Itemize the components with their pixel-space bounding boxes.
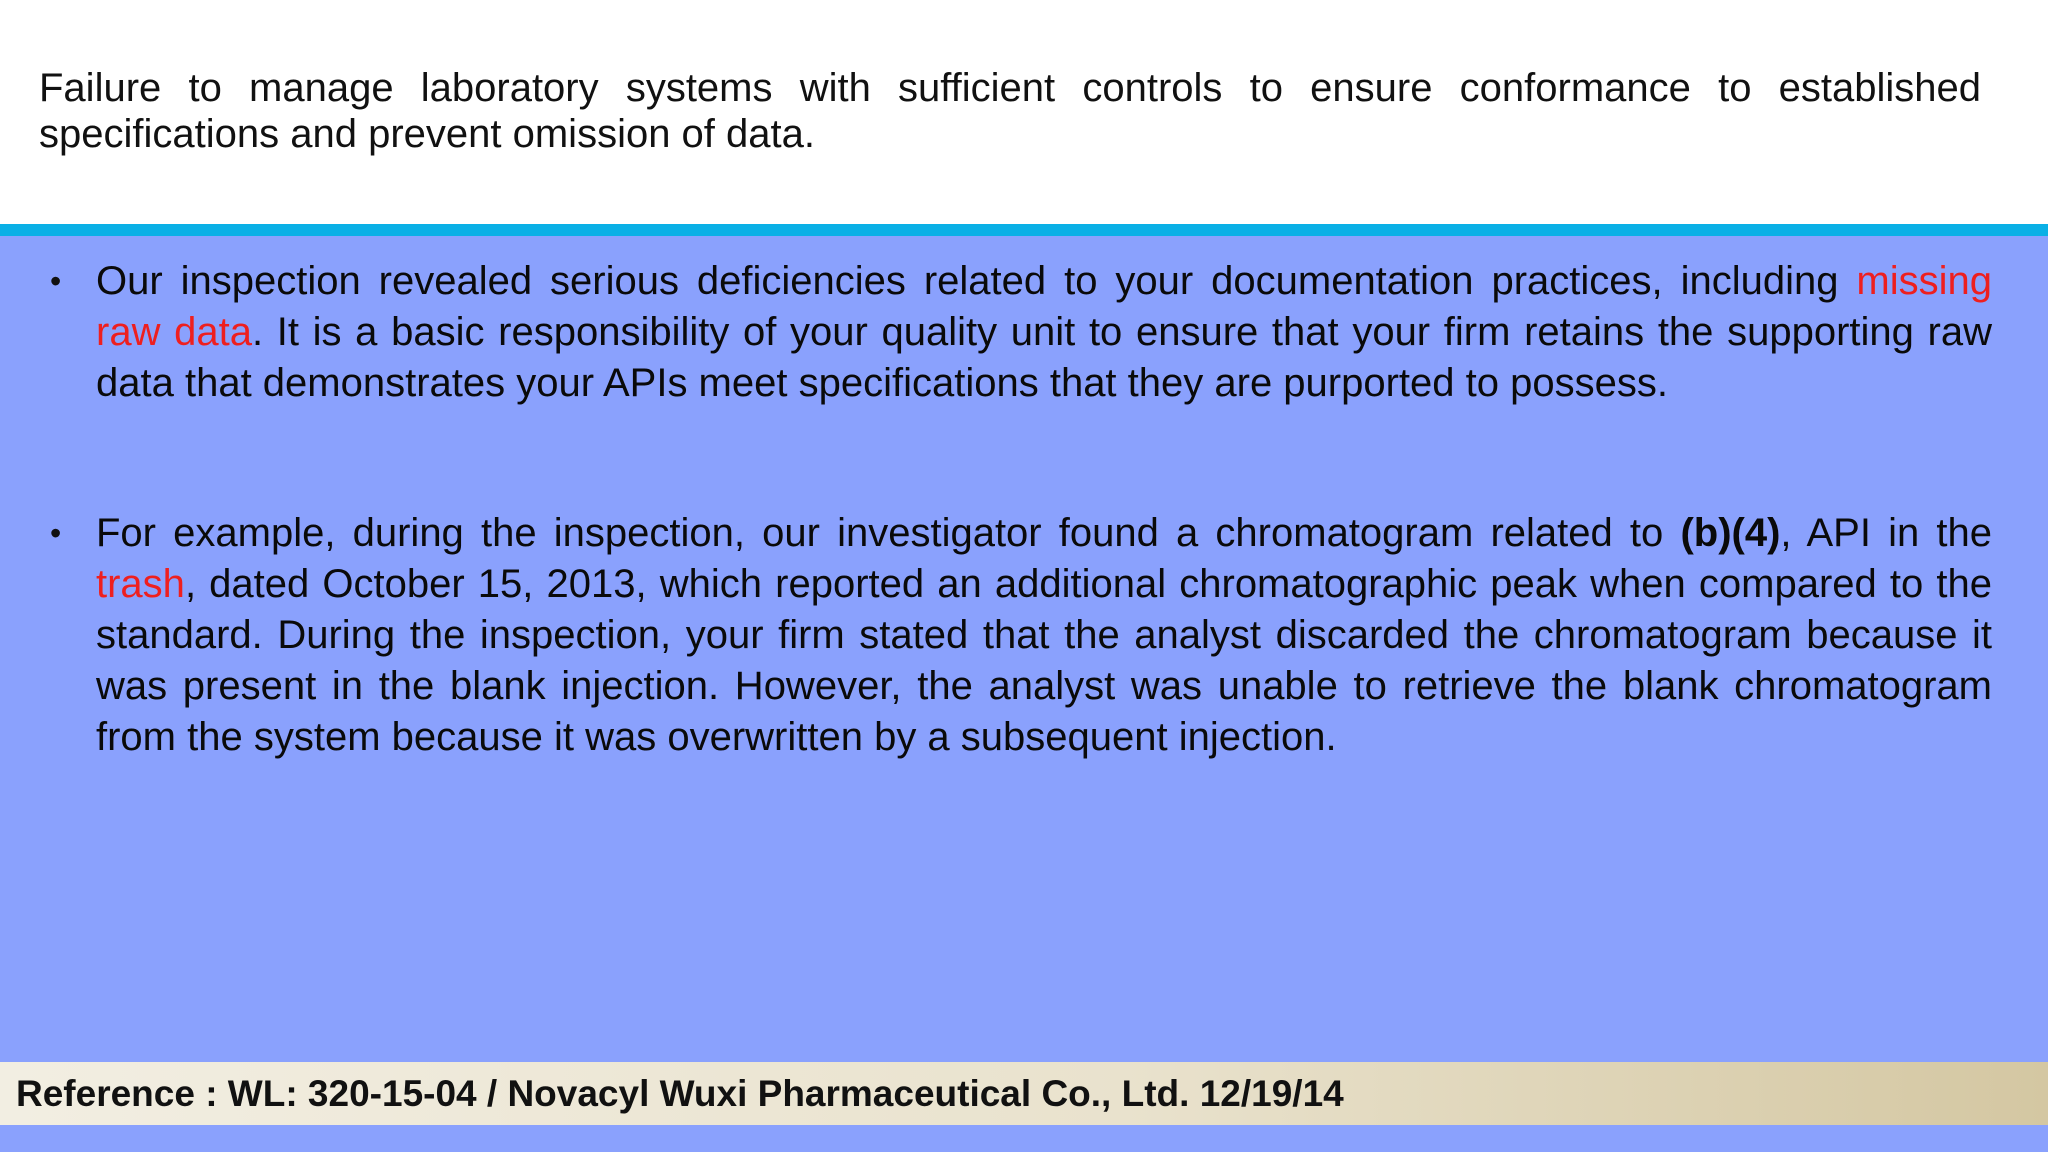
bullet-icon: • (50, 263, 62, 299)
redacted-label: (b)(4) (1680, 511, 1781, 555)
reference-footer (0, 1062, 2048, 1125)
bullet-text: For example, during the inspection, our investigator found a chromatogram related to (96, 511, 1681, 555)
bullet-text: , dated October 15, 2013, which reported an additional chromatographic peak when compared to the standard. During the inspection, your firm stated that the analyst discarded the chromatogram because it was present in the blank injection. However, the analyst was unable to retrieve the blank chromatogram from the system because it was overwritten by a subsequent injection. (96, 562, 1992, 759)
bullet-icon: • (50, 515, 62, 551)
highlight-text: missing raw data (96, 259, 1992, 354)
bullet-item (50, 256, 1992, 409)
reference-text: Reference : WL: 320-15-04 / Novacyl Wuxi Pharmaceutical Co., Ltd. 12/19/14 (16, 1073, 1344, 1114)
bullet-text: Our inspection revealed serious deficiencies related to your documentation practices, including (96, 259, 1857, 303)
bullet-text: , API in the (1780, 511, 1992, 555)
slide-body (0, 236, 2048, 1062)
slide-header (0, 0, 2048, 224)
bullet-item (50, 508, 1992, 763)
header-divider (0, 224, 2048, 236)
highlight-text: trash (96, 562, 185, 606)
slide-title: Failure to manage laboratory systems with sufficient controls to ensure conformance to established specifications and prevent omission of data. (39, 66, 1981, 156)
bullet-text: . It is a basic responsibility of your quality unit to ensure that your firm retains the supporting raw data that demonstrates your APIs meet specifications that they are purported to possess. (96, 310, 1992, 405)
